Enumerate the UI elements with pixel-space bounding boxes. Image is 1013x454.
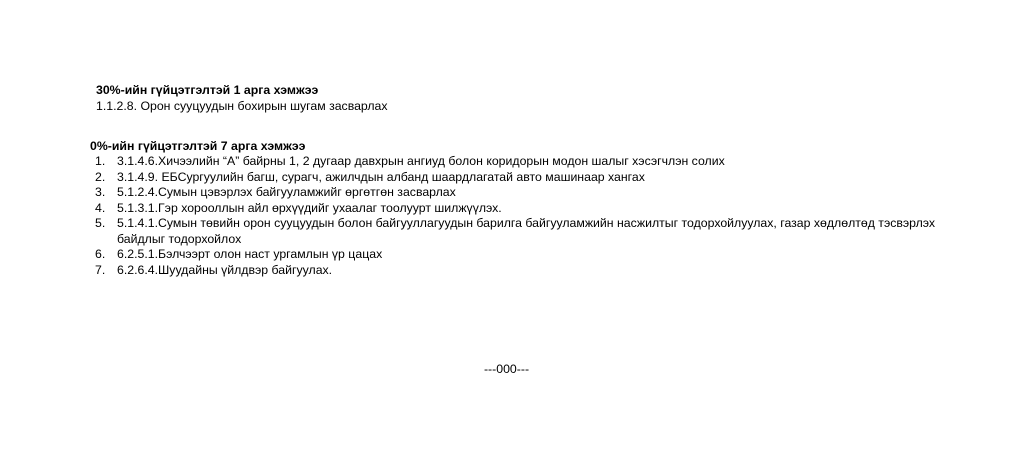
- list-item-number: 5.: [95, 216, 106, 230]
- list-item-number: 7.: [95, 262, 106, 277]
- section-30-percent-item: 1.1.2.8. Орон сууцуудын бохирын шугам засварлах: [96, 99, 388, 113]
- list-item-text: 6.2.5.1.Бэлчээрт олон наст ургамлын үр цацах: [117, 247, 383, 261]
- section-30-percent-title: 30%-ийн гүйцэтгэлтэй 1 арга хэмжээ: [96, 83, 319, 97]
- list-item-text: 5.1.4.1.Сумын төвийн орон сууцуудын болон байгууллагуудын барилга байгууламжийн насжилтыг тодорхойлуулах, газар хөдлөлтөд тэсвэрлэх байдлыг тодорхойлох: [117, 216, 936, 246]
- section-0-percent-list: [95, 154, 975, 278]
- list-item: [95, 154, 975, 170]
- list-item: [95, 216, 975, 247]
- list-item-text: 6.2.6.4.Шуудайны үйлдвэр байгуулах.: [117, 262, 333, 277]
- list-item: [95, 263, 975, 279]
- list-item: [95, 185, 975, 201]
- list-item-number: 3.: [95, 185, 106, 199]
- list-item-text: 5.1.3.1.Гэр хорооллын айл өрхүүдийг ухаалаг тоолуурт шилжүүлэх.: [117, 200, 502, 215]
- list-item-number: 1.: [95, 154, 106, 168]
- list-item: [95, 247, 975, 263]
- footer-separator: ---000---: [483, 362, 530, 376]
- list-item: [95, 201, 975, 217]
- list-item-number: 4.: [95, 200, 106, 215]
- list-item-number: 6.: [95, 247, 106, 261]
- list-item: [95, 170, 975, 186]
- list-item-text: 3.1.4.6.Хичээлийн “А” байрны 1, 2 дугаар давхрын ангиуд болон коридорын модон шалыг хэсэгчлэн солих: [117, 154, 725, 168]
- list-item-text: 5.1.2.4.Сумын цэвэрлэх байгууламжийг өргөтгөн засварлах: [117, 185, 456, 199]
- list-item-number: 2.: [95, 169, 106, 184]
- section-0-percent-title: 0%-ийн гүйцэтгэлтэй 7 арга хэмжээ: [90, 139, 306, 153]
- list-item-text: 3.1.4.9. ЕБСургуулийн багш, сурагч, ажилчдын албанд шаардлагатай авто машинаар хангах: [117, 169, 645, 184]
